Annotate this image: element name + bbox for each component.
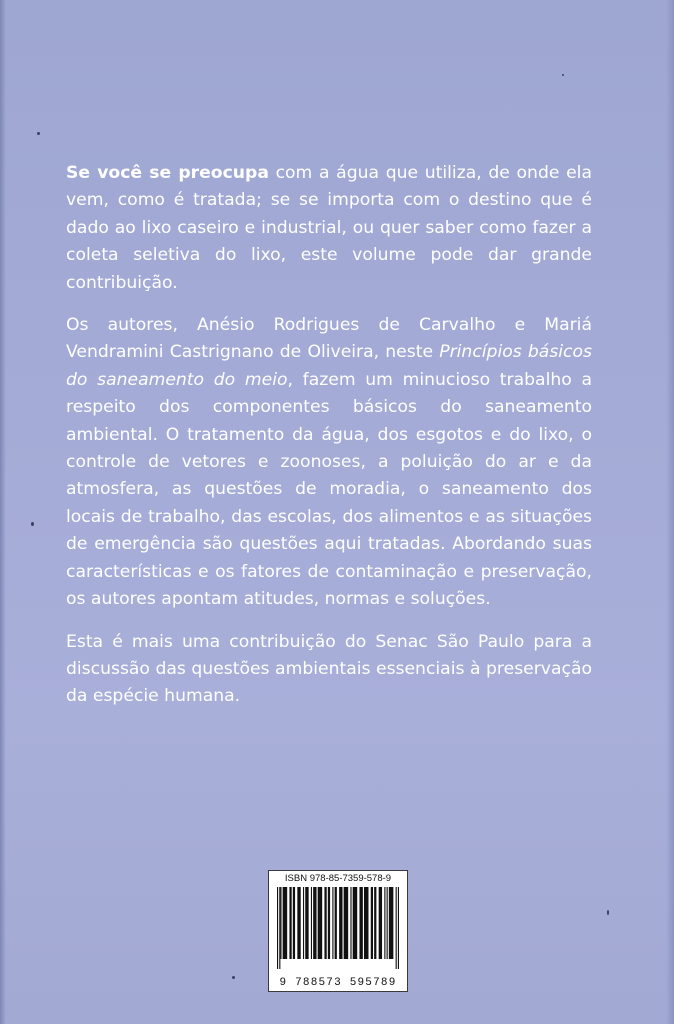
cover-shadow-right [666,0,674,1024]
barcode-bar [297,887,300,959]
barcode-bar [371,887,373,959]
barcode-digits: 9 788573 595789 [279,977,397,989]
blurb-paragraph-2-rest: , fazem um minucioso trabalho a respeito dos componentes básicos do saneamento ambiental. O tratamento da água, dos esgotos e do lixo, o controle de vetores e zoonoses, a poluição do ar e da atmosfera, as questões de moradia, o saneamento dos locais de trabalho, das escolas, dos alimentos e as situações de emergência são questões aqui tratadas. Abordando suas características e os fatores de contaminação e preservação, os autores apontam atitudes, normas e soluções. [66,369,592,610]
barcode-bar [379,887,382,959]
barcode-bar [289,887,291,959]
blurb-paragraph-3: Esta é mais uma contribuição do Senac São Paulo para a discussão das questões ambientais essenciais à preservação da espécie humana. [66,631,592,707]
barcode-bar [339,887,342,959]
barcode-bar [280,887,281,959]
barcode-bar [335,887,337,959]
barcode-bar [359,887,362,959]
barcode-guard-bar [279,887,280,969]
barcode-bar [311,887,312,959]
dust-speck [31,522,34,526]
barcode-bar [374,887,376,959]
blurb-paragraph-2 [66,312,592,613]
dust-speck [562,74,564,76]
blurb-paragraph-1 [66,160,592,297]
barcode-bar [389,887,394,959]
barcode-bar [384,887,385,959]
barcode-bar [305,887,308,959]
barcode-bar [283,887,288,959]
barcode-bar [350,887,351,959]
barcode-bar [364,887,369,959]
barcode-guard-bar [277,887,278,969]
barcode-bar [313,887,316,959]
barcode-bar [324,887,326,959]
isbn-barcode [268,870,408,992]
barcode-bar [353,887,358,959]
barcode-bar [332,887,333,959]
blurb-paragraph-2-start: Os autores, Anésio Rodrigues de Carvalho e Mariá Vendramini Castrignano de Oliveira, neste [66,315,592,363]
blurb-paragraph-1-text: com a água que utiliza, de onde ela vem, como é tratada; se se importa com o destino que é dado ao lixo caseiro e industrial, ou quer saber como fazer a coleta seletiva do lixo, este volume pode dar grande contribuição. [66,163,592,293]
dust-speck [232,976,235,979]
barcode-guard-bar [396,887,397,969]
barcode-guard-bar [398,887,399,969]
barcode-bar [344,887,349,959]
barcode-bar [387,887,388,959]
barcode-bar [303,887,304,959]
book-title-italic: Princípios básicos do saneamento do meio [66,342,592,390]
barcode-bar [328,887,330,959]
cover-shadow-left [0,0,6,1024]
barcode-bar [318,887,323,959]
blurb-text [66,160,592,726]
dust-speck [37,132,40,135]
isbn-label: ISBN 978-85-7359-578-9 [284,873,392,884]
barcode-bars [277,887,399,969]
dust-speck [607,910,609,915]
blurb-lead: Se você se preocupa [66,163,269,183]
barcode-bar [293,887,295,959]
